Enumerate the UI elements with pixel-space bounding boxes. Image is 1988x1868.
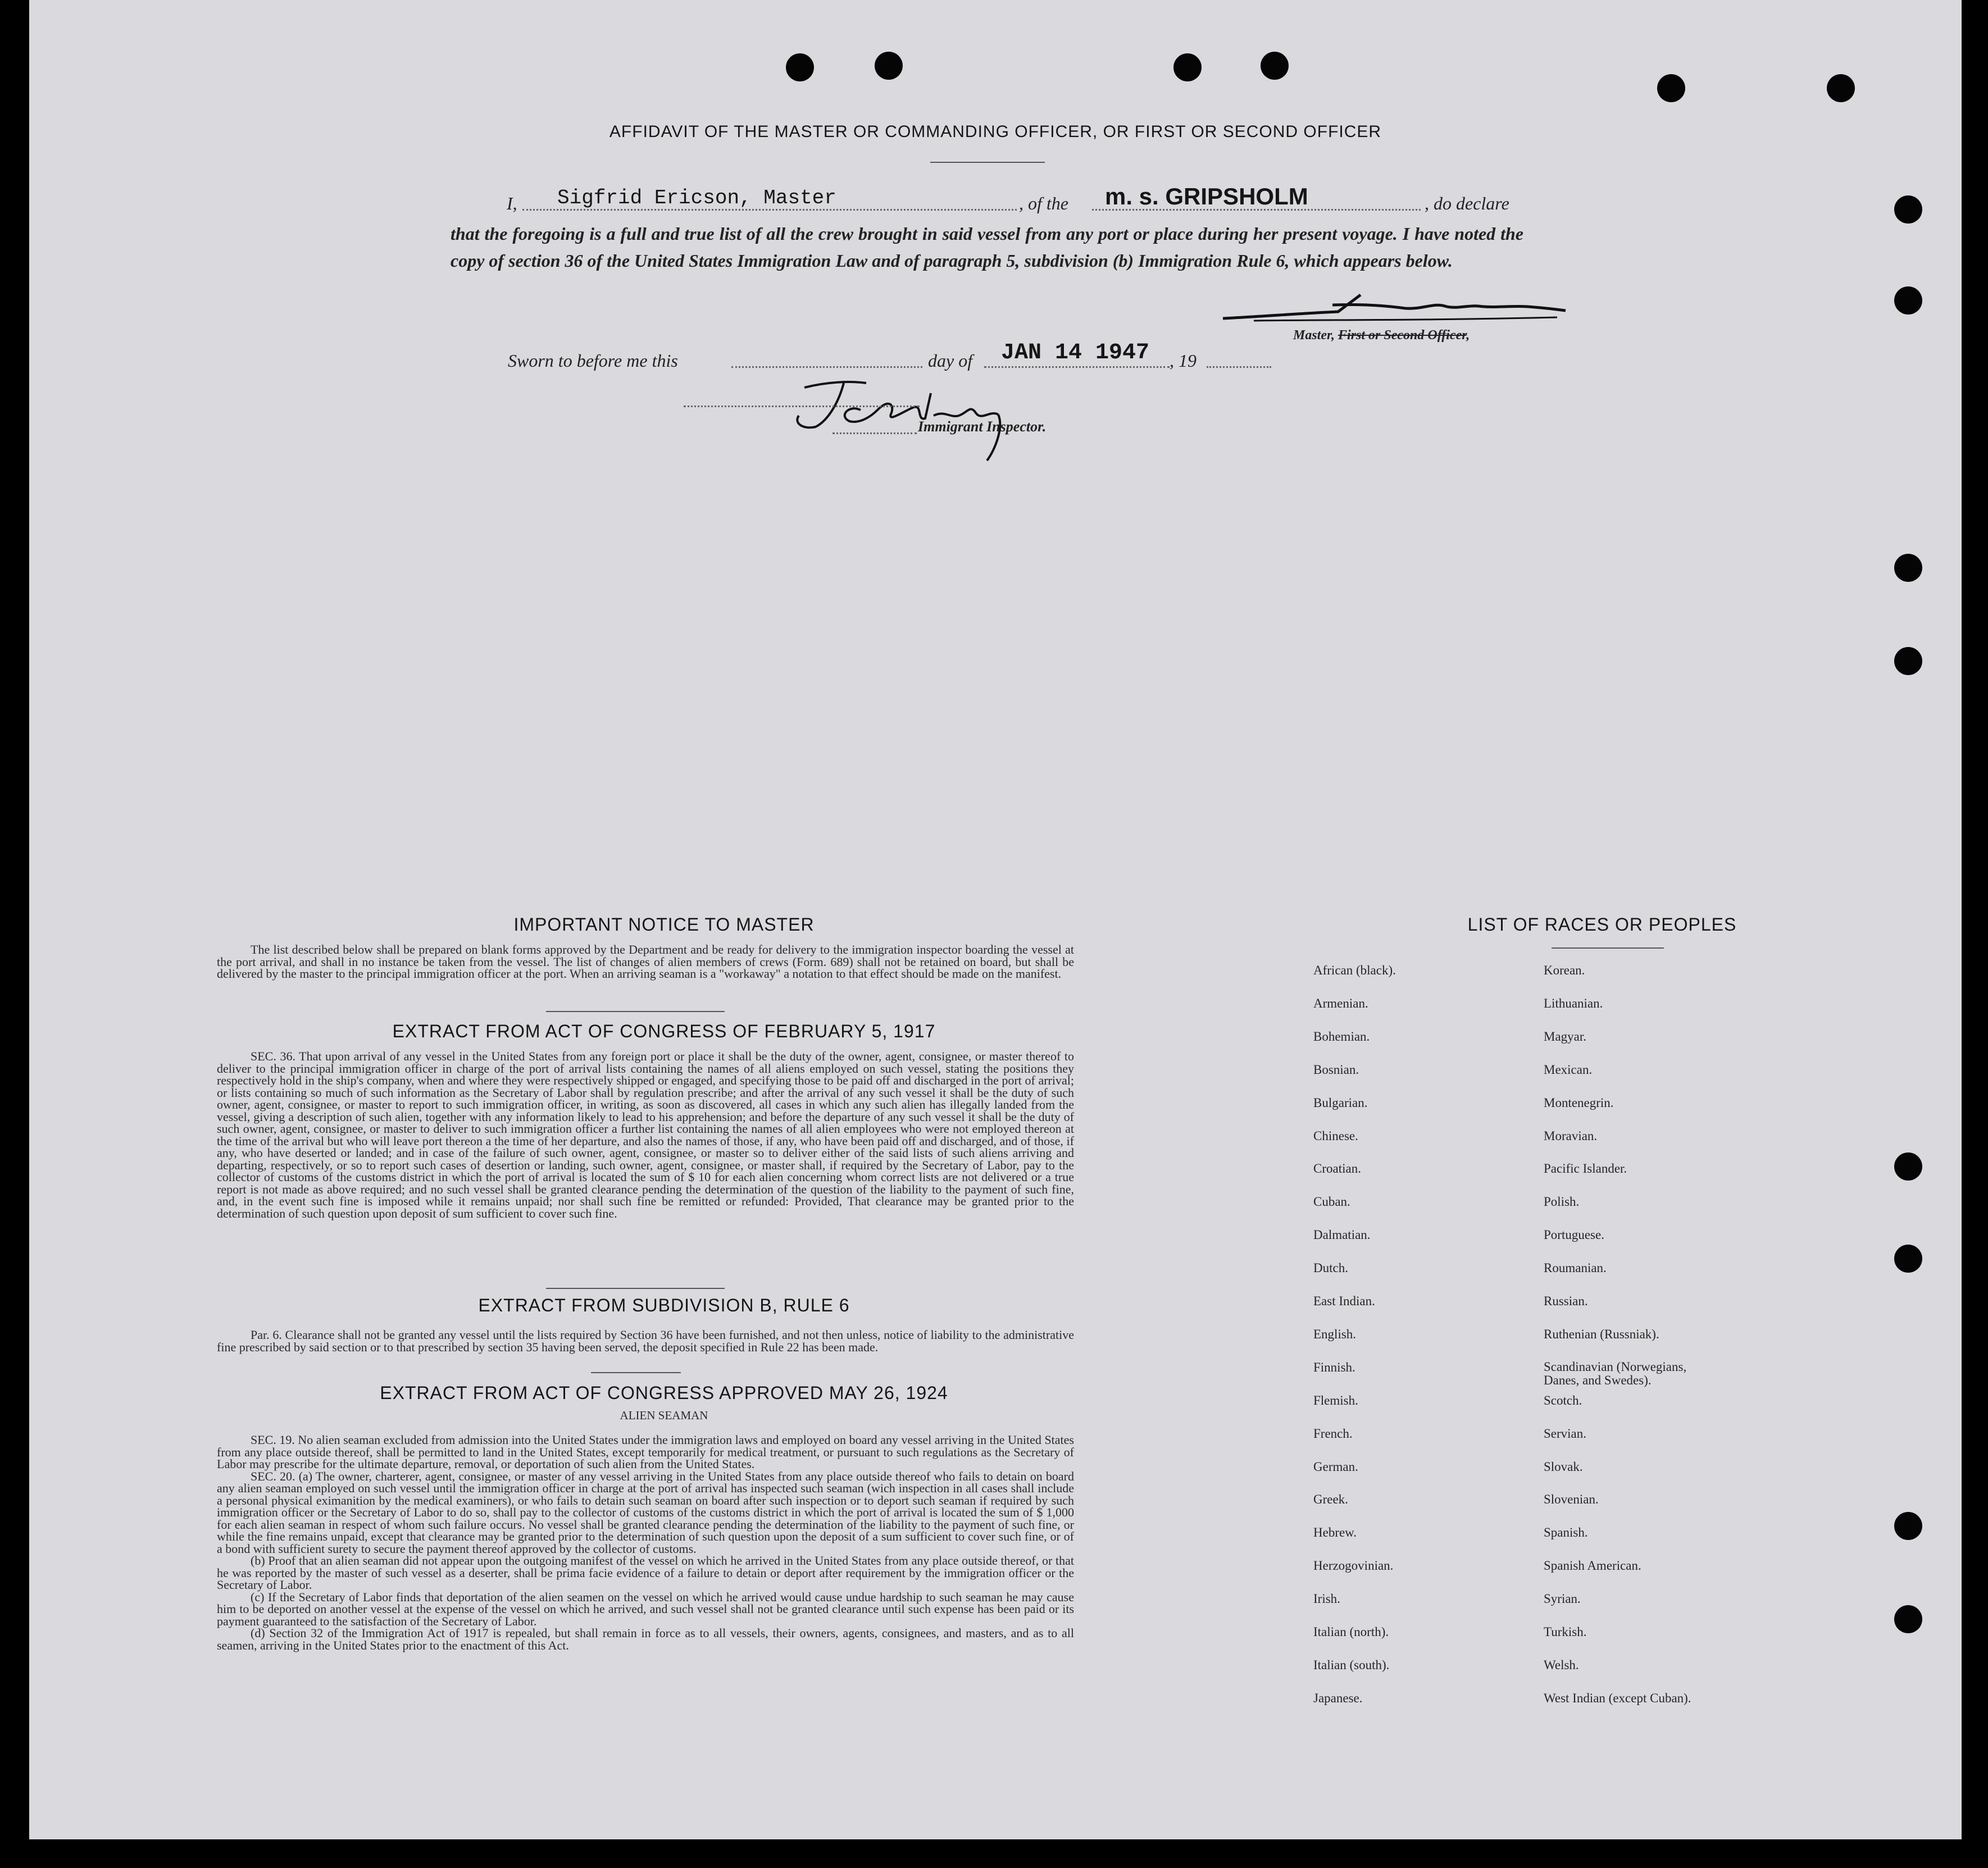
race-item: Croatian. (1313, 1161, 1361, 1176)
race-item: German. (1313, 1459, 1358, 1474)
race-item: Finnish. (1313, 1360, 1355, 1374)
extract-1924-subtitle: ALIEN SEAMAN (620, 1409, 708, 1422)
race-item: Russian. (1544, 1294, 1588, 1308)
punch-hole (1894, 1512, 1922, 1540)
races-title: LIST OF RACES OR PEOPLES (1467, 914, 1737, 935)
race-item: Lithuanian. (1544, 996, 1603, 1010)
race-item: Italian (north). (1313, 1625, 1389, 1639)
race-item: African (black). (1313, 963, 1396, 977)
paragraph: (d) Section 32 of the Immigration Act of 1917 is repealed, but shall remain in force as to all vessels, their owners, agents, consignees, and masters, and as to all seamen, arriving in the United States prior to the enactment of this Act. (217, 1626, 1074, 1652)
race-item: West Indian (except Cuban). (1544, 1691, 1691, 1705)
vessel-name: m. s. GRIPSHOLM (1105, 183, 1308, 209)
extract-1917-text: SEC. 36. That upon arrival of any vessel in the United States from any foreign port or place it shall be the duty of the owner, agent, consignee, or master thereof to deliver to the principal immigration officer in charge of the port of arrival lists containing the names of all aliens employed on such vessel, stating the positions they respectively hold in the ship's company, when and where they were respectively shipped or engaged, and specifying those to be paid off and discharged in the port of arrival; or lists containing so much of such information as the Secretary of Labor shall by regulation prescribe; and after the arrival of any such vessel it shall be the duty of such owner, agent, consignee, or master to report to such immigration officer, in writing, as soon as discovered, all cases in which any such alien has illegally landed from the vessel, giving a description of such alien, together with any information likely to lead to his apprehension; and before the departure of any such vessel it shall be the duty of such owner, agent, consignee, or master to deliver to such immigration officer a further list containing the names of all alien employees who were not employed thereon at the time of the arrival but who will leave port thereon a the time of her departure, and also the names of those, if any, who have been paid off and discharged, and of those, if any, who have deserted or landed; and in case of the failure of such owner, agent, consignee, or master so to deliver either of the said lists of such aliens arriving and departing, respectively, or so to report such cases of desertion or landing, such owner, agent, consignee, or master shall, if required by the Secretary of Labor, pay to the collector of customs of the customs district in which the port of arrival is located the sum of $ 10 for each alien concerning whom correct lists are not delivered or a true report is not made as above required; and no such vessel shall be granted clearance pending the determination of the question of the liability to the payment of such fine, and, in the event such fine is imposed while it remains unpaid; nor shall such fine be remitted or refunded: Provided, That clearance may be granted prior to the determination of such question upon deposit of sum sufficient to cover such fine. (217, 1049, 1074, 1220)
race-item: Cuban. (1313, 1195, 1350, 1209)
punch-hole (1894, 1605, 1922, 1633)
paragraph: SEC. 19. No alien seaman excluded from admission into the United States under the immigration laws and employed on board any vessel arriving in the United States from any place outside thereof, shall be permitted to land in the United States, except temporarily for medical treatment, or pursuant to such regulations as the Secretary of Labor may prescribe for the ultimate departure, removal, or deportation of such alien from the United States. (217, 1433, 1074, 1471)
of-the-text: , of the (1019, 193, 1068, 213)
extract-1924-body (217, 1434, 1074, 1651)
punch-hole (1657, 74, 1685, 102)
race-item: Montenegrin. (1544, 1095, 1614, 1110)
race-item: Magyar. (1544, 1029, 1587, 1044)
race-item: Herzogovinian. (1313, 1559, 1394, 1573)
day-of-text: day of (928, 350, 973, 371)
race-item: Italian (south). (1313, 1657, 1390, 1672)
year-prefix: , 19 (1170, 350, 1197, 371)
race-item: Ruthenian (Russniak). (1544, 1327, 1659, 1341)
affidavit-i: I, (507, 193, 517, 213)
paragraph: SEC. 20. (a) The owner, charterer, agent, consignee, or master of any vessel arriving in the United States from any place outside thereof who fails to detain on board any alien seaman employed on such vessel until the immigration officer in charge at the port of arrival has inspected such seaman (wich inspection in all cases shall include a personal physical eximanition by the medical examiners), or who fails to detain such seaman on board after such inspection or to deport such seaman if required by such immigration officer or the Secretary of Labor to do so, shall pay to the collector of customs of the customs district in which the port of arrival is located the sum of $ 1,000 for each alien seaman in respect of whom such failure occurs. No vessel shall be granted clearance pending the determination of the liability to the payment of such fine, or while the fine remains unpaid, except that clearance may be granted prior to the determination of such question upon the deposit of a sum sufficient to cover such fine, or of a bond with sufficient surety to secure the payment thereof approved by the collector of customs. (217, 1469, 1074, 1556)
divider (546, 1011, 725, 1012)
race-item: East Indian. (1313, 1294, 1375, 1308)
race-item: Roumanian. (1544, 1261, 1607, 1275)
race-item: English. (1313, 1327, 1357, 1341)
punch-hole (1261, 52, 1289, 80)
race-item: Slovak. (1544, 1459, 1583, 1474)
divider (546, 1288, 725, 1289)
document-page (29, 0, 1962, 1839)
master-caption-label: Master, (1293, 328, 1335, 343)
race-item: Irish. (1313, 1592, 1340, 1606)
notice-title: IMPORTANT NOTICE TO MASTER (513, 914, 815, 935)
inspector-blank (684, 406, 920, 407)
punch-hole (1173, 53, 1202, 81)
punch-hole (1894, 195, 1922, 224)
sworn-text: Sworn to before me this (508, 350, 678, 371)
race-item: Dutch. (1313, 1261, 1348, 1275)
race-item: Flemish. (1313, 1393, 1358, 1407)
subdivision-text: Par. 6. Clearance shall not be granted any vessel until the lists required by Section 36 have been furnished, and not then unless, notice of liability to the administrative fine prescribed by said section or to that prescribed by section 35 having been served, the deposit specified in Rule 22 has been made. (217, 1328, 1074, 1354)
punch-hole (1894, 1152, 1922, 1181)
do-declare-text: , do declare (1425, 193, 1509, 213)
affidavit-body: that the foregoing is a full and true list of all the crew brought in said vessel from any port or place during her present voyage. I have noted the copy of section 36 of the United States Immigration Law and of paragraph 5, subdivision (b) Immigration Rule 6, which appears below. (451, 224, 1523, 271)
race-item: Mexican. (1544, 1062, 1593, 1077)
race-item: Japanese. (1313, 1691, 1363, 1705)
affidavit-title: AFFIDAVIT OF THE MASTER OR COMMANDING OFFICER, OR FIRST OR SECOND OFFICER (609, 122, 1382, 141)
master-name: Sigfrid Ericson, Master (557, 186, 836, 209)
paragraph: (c) If the Secretary of Labor finds that deportation of the alien seamen on the vessel on which he arrived would cause undue hardship to such seaman he may cause him to be deported on another vessel at the expense of the vessel on which he arrived, and such vessel shall not be granted clearance until such expense has been paid or its payment guaranteed to the satisfaction of the Secretary of Labor. (217, 1589, 1074, 1628)
inspector-caption: Immigrant Inspector. (918, 418, 1047, 435)
punch-hole (875, 52, 903, 80)
race-item: Slovenian. (1544, 1492, 1599, 1507)
punch-hole (786, 53, 814, 81)
race-item: Scotch. (1544, 1393, 1582, 1407)
year-blank (1207, 366, 1271, 368)
race-item: Bulgarian. (1313, 1095, 1368, 1110)
inspector-caption-blank (832, 432, 917, 434)
punch-hole (1894, 286, 1922, 315)
sworn-date: JAN 14 1947 (1001, 340, 1150, 366)
divider (591, 1372, 681, 1373)
race-item: Syrian. (1544, 1592, 1581, 1606)
race-item: French. (1313, 1426, 1353, 1441)
paragraph: (b) Proof that an alien seaman did not appear upon the outgoing manifest of the vessel on which he arrived in the United States from any place outside thereof, or that he was reported by the master of such vessel as a deserter, shall be prima facie evidence of a failure to detain or deport after requirement by the immigration officer or the Secretary of Labor. (217, 1553, 1074, 1592)
master-caption: Master, First or Second Officer, (1293, 328, 1470, 343)
race-item: Hebrew. (1313, 1525, 1357, 1540)
race-item: Bosnian. (1313, 1062, 1359, 1077)
race-item: Greek. (1313, 1492, 1348, 1507)
subdivision-title: EXTRACT FROM SUBDIVISION B, RULE 6 (478, 1295, 850, 1315)
race-item: Pacific Islander. (1544, 1161, 1627, 1176)
race-item: Spanish American. (1544, 1559, 1641, 1573)
notice-text: The list described below shall be prepared on blank forms approved by the Department and be ready for delivery to the immigration inspector boarding the vessel at the port arrival, and shall in no instance be taken from the vessel. The list of changes of alien members of crews (Form. 689) shall not be retained on board, but shall be delivered by the master to the principal immigration officer at the port. When an arriving seaman is a "workaway" a notation to that effect should be made on the manifest. (217, 942, 1074, 981)
divider (1552, 947, 1664, 949)
punch-hole (1894, 647, 1922, 675)
race-item: Moravian. (1544, 1128, 1598, 1143)
race-item: Welsh. (1544, 1657, 1579, 1672)
race-item: Scandinavian (Norwegians, Danes, and Swedes). (1544, 1359, 1687, 1387)
divider (930, 162, 1045, 163)
sworn-blank (731, 366, 922, 368)
race-item: Servian. (1544, 1426, 1587, 1441)
master-signature (1220, 289, 1568, 329)
punch-hole (1894, 554, 1922, 582)
struck-caption: First or Second Officer (1338, 328, 1467, 343)
race-item: Dalmatian. (1313, 1228, 1371, 1242)
race-item: Polish. (1544, 1195, 1580, 1209)
extract-1924-title: EXTRACT FROM ACT OF CONGRESS APPROVED MAY 26, 1924 (380, 1383, 948, 1403)
race-item: Portuguese. (1544, 1228, 1604, 1242)
race-item: Armenian. (1313, 996, 1368, 1010)
race-item: Chinese. (1313, 1128, 1358, 1143)
race-item: Bohemian. (1313, 1029, 1370, 1044)
race-item: Spanish. (1544, 1525, 1588, 1540)
punch-hole (1894, 1245, 1922, 1273)
extract-1917-title: EXTRACT FROM ACT OF CONGRESS OF FEBRUARY 5, 1917 (392, 1021, 936, 1041)
race-item: Turkish. (1544, 1625, 1587, 1639)
race-item: Korean. (1544, 963, 1585, 977)
punch-hole (1827, 74, 1855, 102)
date-blank (984, 366, 1170, 368)
